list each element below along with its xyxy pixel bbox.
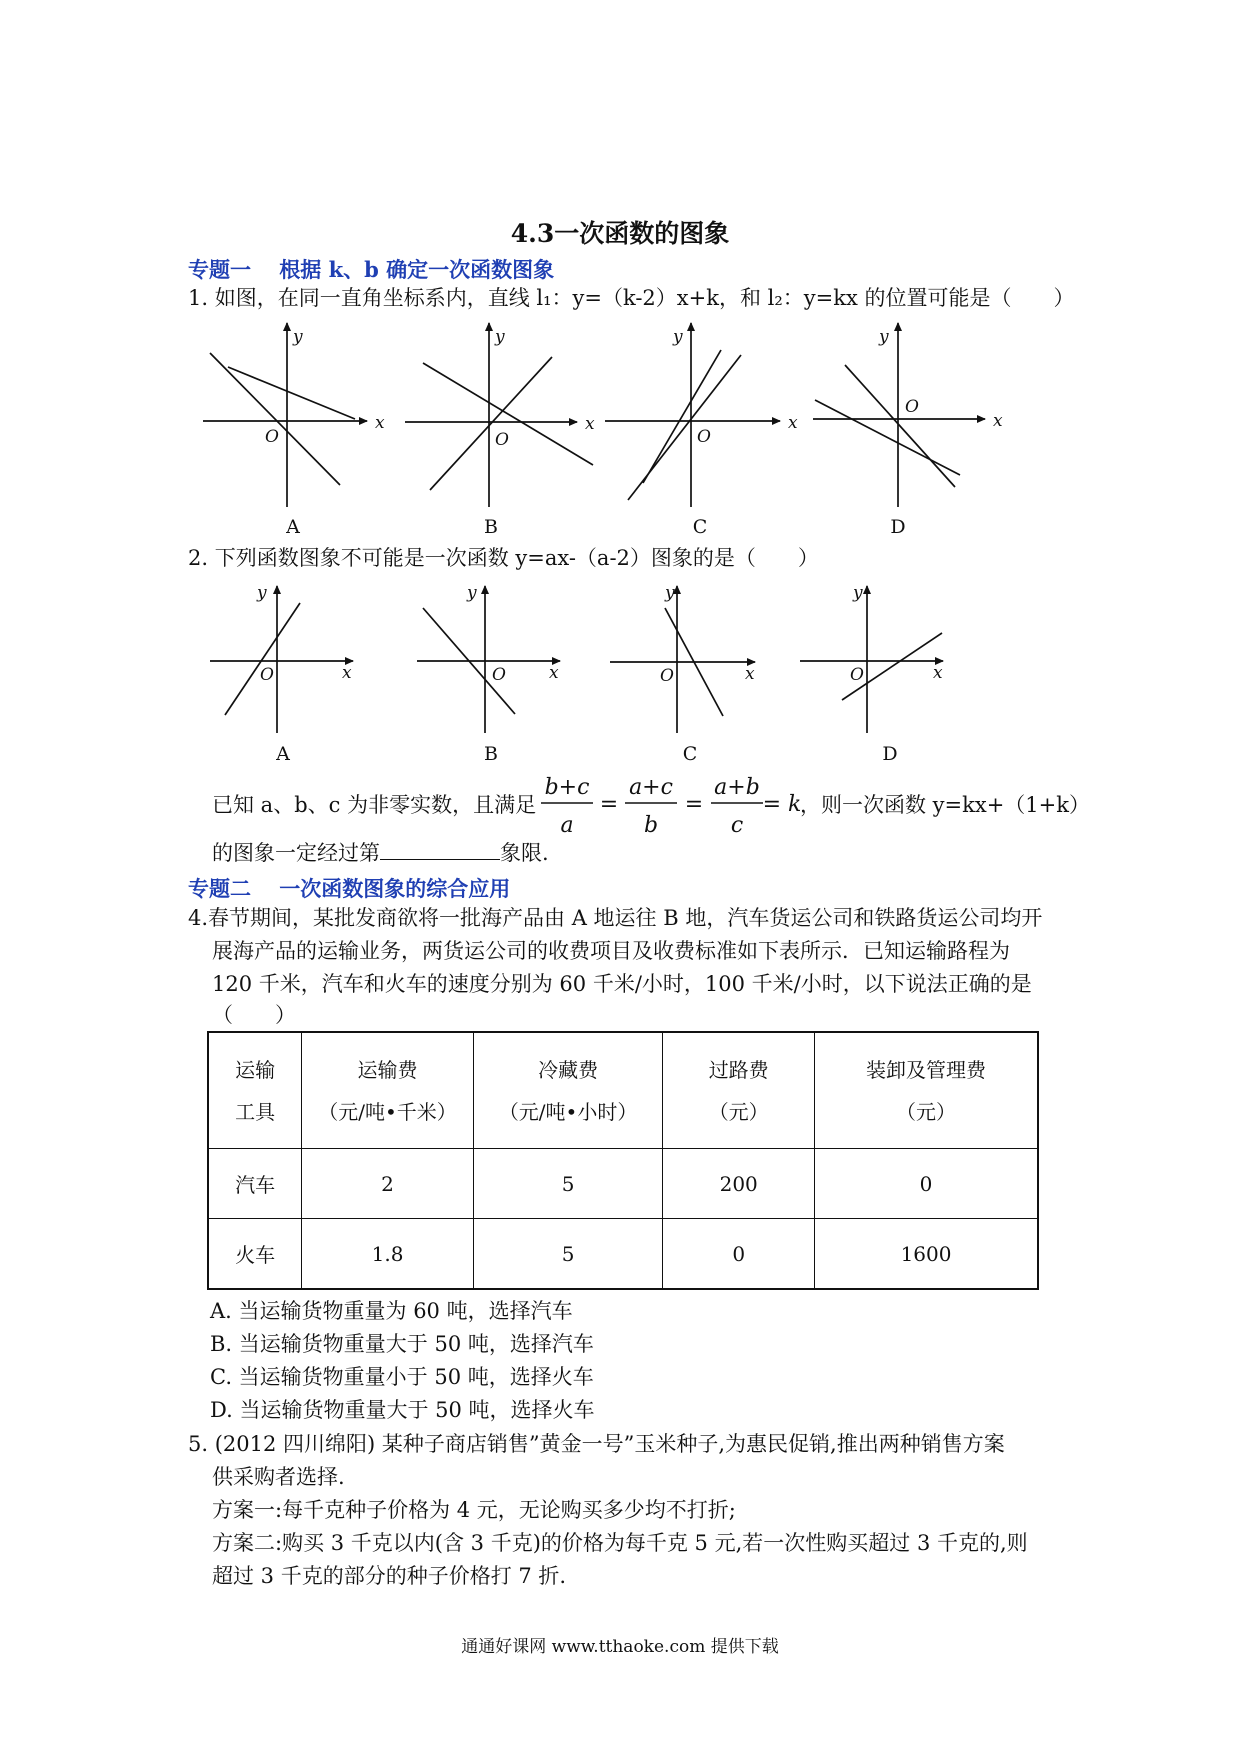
table-header-cell: 装卸及管理费 （元） bbox=[815, 1032, 1038, 1149]
table-cell: 火车 bbox=[208, 1219, 302, 1290]
question-4-line: 4.春节期间，某批发商欲将一批海产品由 A 地运往 B 地，汽车货运公司和铁路货运公司均开 bbox=[188, 906, 1043, 930]
fraction-denominator: c bbox=[730, 813, 744, 838]
origin-label: O bbox=[495, 430, 509, 450]
origin-label: O bbox=[697, 427, 711, 447]
graph-label: D bbox=[882, 743, 898, 765]
page-footer: 通通好课网 www.tthaoke.com 提供下载 bbox=[461, 1637, 779, 1657]
axis-x-label: x bbox=[375, 413, 385, 433]
table-header-cell: 过路费 （元） bbox=[663, 1032, 815, 1149]
fraction-numerator: a+c bbox=[629, 775, 673, 800]
question-1-text: 1. 如图，在同一直角坐标系内，直线 l₁：y=（k-2）x+k，和 l₂：y=kx 的位置可能是（ ） bbox=[188, 286, 1075, 310]
line-l1 bbox=[845, 365, 955, 487]
equals-k: = k bbox=[762, 792, 802, 817]
table-header-row bbox=[208, 1032, 1038, 1149]
question-4-line: 展海产品的运输业务，两货运公司的收费项目及收费标准如下表所示．已知运输路程为 bbox=[212, 939, 1010, 963]
graph-label: A bbox=[276, 743, 290, 765]
axis-x-label: x bbox=[549, 663, 559, 683]
question-4-line: （ ） bbox=[212, 1003, 296, 1027]
question-2-text: 2. 下列函数图象不可能是一次函数 y=ax-（a-2）图象的是（ ） bbox=[188, 546, 819, 570]
graph-label: B bbox=[484, 743, 498, 765]
table-cell: 2 bbox=[302, 1149, 474, 1219]
axis-y-label: y bbox=[879, 327, 889, 347]
question-3-formula bbox=[537, 770, 802, 840]
axis-x-label: x bbox=[933, 663, 943, 683]
line-l1 bbox=[210, 353, 340, 485]
origin-label: O bbox=[660, 666, 674, 686]
graph-1a bbox=[203, 323, 367, 507]
question-3-intro: 已知 a、b、c 为非零实数，且满足 bbox=[212, 793, 537, 817]
question-5-line: 供采购者选择. bbox=[212, 1465, 345, 1489]
topic-2-heading: 专题二 一次函数图象的综合应用 bbox=[188, 876, 511, 901]
table-cell: 0 bbox=[815, 1149, 1038, 1219]
graph-1b bbox=[405, 323, 593, 507]
axis-x-label: x bbox=[585, 414, 595, 434]
answer-option-a[interactable]: A. 当运输货物重量为 60 吨，选择汽车 bbox=[210, 1299, 573, 1323]
table-cell: 1600 bbox=[815, 1219, 1038, 1290]
axis-y-label: y bbox=[495, 327, 505, 347]
question-5-line: 方案二:购买 3 千克以内(含 3 千克)的价格为每千克 5 元,若一次性购买超过 3 千克的,则 bbox=[212, 1531, 1028, 1555]
axis-y-label: y bbox=[853, 583, 863, 603]
axis-x-label: x bbox=[993, 411, 1003, 431]
equals-sign: = bbox=[684, 792, 704, 817]
answer-option-c[interactable]: C. 当运输货物重量小于 50 吨，选择火车 bbox=[210, 1365, 594, 1389]
answer-blank[interactable] bbox=[380, 837, 500, 860]
table-header-cell: 运输费 （元/吨•千米） bbox=[302, 1032, 474, 1149]
question-5-line: 5. (2012 四川绵阳) 某种子商店销售”黄金一号”玉米种子,为惠民促销,推出两种销售方案 bbox=[188, 1432, 1005, 1456]
origin-label: O bbox=[260, 665, 274, 685]
table-header-cell: 冷藏费 （元/吨•小时） bbox=[473, 1032, 663, 1149]
graph-2d bbox=[800, 586, 943, 733]
function-line bbox=[225, 603, 300, 715]
line-l2 bbox=[228, 367, 355, 419]
fraction-numerator: a+b bbox=[714, 775, 760, 800]
graph-label: B bbox=[484, 516, 498, 538]
table-cell: 5 bbox=[473, 1219, 663, 1290]
graph-2c bbox=[610, 586, 755, 733]
answer-option-d[interactable]: D. 当运输货物重量大于 50 吨，选择火车 bbox=[210, 1398, 595, 1422]
axis-y-label: y bbox=[293, 327, 303, 347]
origin-label: O bbox=[265, 427, 279, 447]
axis-x-label: x bbox=[745, 664, 755, 684]
question-3-text: 象限. bbox=[500, 841, 549, 865]
graph-2b bbox=[417, 586, 560, 733]
question-1-graphs bbox=[195, 315, 1015, 540]
fraction-numerator: b+c bbox=[544, 775, 590, 800]
table-header-cell: 运输 工具 bbox=[208, 1032, 302, 1149]
freight-table bbox=[207, 1031, 1039, 1290]
origin-label: O bbox=[850, 665, 864, 685]
question-4-line: 120 千米，汽车和火车的速度分别为 60 千米/小时，100 千米/小时，以下说法正确的是 bbox=[212, 972, 1032, 996]
origin-label: O bbox=[492, 665, 506, 685]
question-3-text: 的图象一定经过第 bbox=[212, 841, 380, 865]
table-cell: 200 bbox=[663, 1149, 815, 1219]
graph-1d bbox=[813, 323, 985, 507]
equals-sign: = bbox=[599, 792, 619, 817]
table-row bbox=[208, 1149, 1038, 1219]
graph-label: C bbox=[682, 743, 698, 765]
axis-y-label: y bbox=[673, 327, 683, 347]
question-3-line-2 bbox=[212, 837, 549, 870]
line-l1 bbox=[643, 350, 721, 483]
graph-1c bbox=[605, 323, 780, 507]
axis-y-label: y bbox=[467, 583, 477, 603]
axis-y-label: y bbox=[665, 583, 675, 603]
page-title: 4.3一次函数的图象 bbox=[510, 219, 730, 248]
question-5-line: 超过 3 千克的部分的种子价格打 7 折. bbox=[212, 1564, 567, 1588]
question-5-line: 方案一:每千克种子价格为 4 元，无论购买多少均不打折; bbox=[212, 1498, 736, 1522]
answer-option-b[interactable]: B. 当运输货物重量大于 50 吨，选择汽车 bbox=[210, 1332, 594, 1356]
line-l2 bbox=[430, 357, 552, 490]
question-3-tail: ，则一次函数 y=kx+（1+k） bbox=[800, 793, 1090, 817]
graph-label: C bbox=[692, 516, 708, 538]
table-cell: 1.8 bbox=[302, 1219, 474, 1290]
topic-1-heading: 专题一 根据 k、b 确定一次函数图象 bbox=[188, 257, 555, 282]
table-cell: 汽车 bbox=[208, 1149, 302, 1219]
table-row bbox=[208, 1219, 1038, 1290]
graph-label: D bbox=[890, 516, 906, 538]
fraction-denominator: a bbox=[560, 813, 574, 838]
graph-2a bbox=[210, 586, 353, 733]
question-2-graphs bbox=[205, 578, 975, 768]
table-cell: 5 bbox=[473, 1149, 663, 1219]
fraction-denominator: b bbox=[643, 813, 659, 838]
graph-label: A bbox=[286, 516, 300, 538]
axis-x-label: x bbox=[788, 413, 798, 433]
axis-x-label: x bbox=[342, 663, 352, 683]
table-cell: 0 bbox=[663, 1219, 815, 1290]
origin-label: O bbox=[905, 397, 919, 417]
line-l2 bbox=[628, 355, 741, 500]
axis-y-label: y bbox=[257, 583, 267, 603]
